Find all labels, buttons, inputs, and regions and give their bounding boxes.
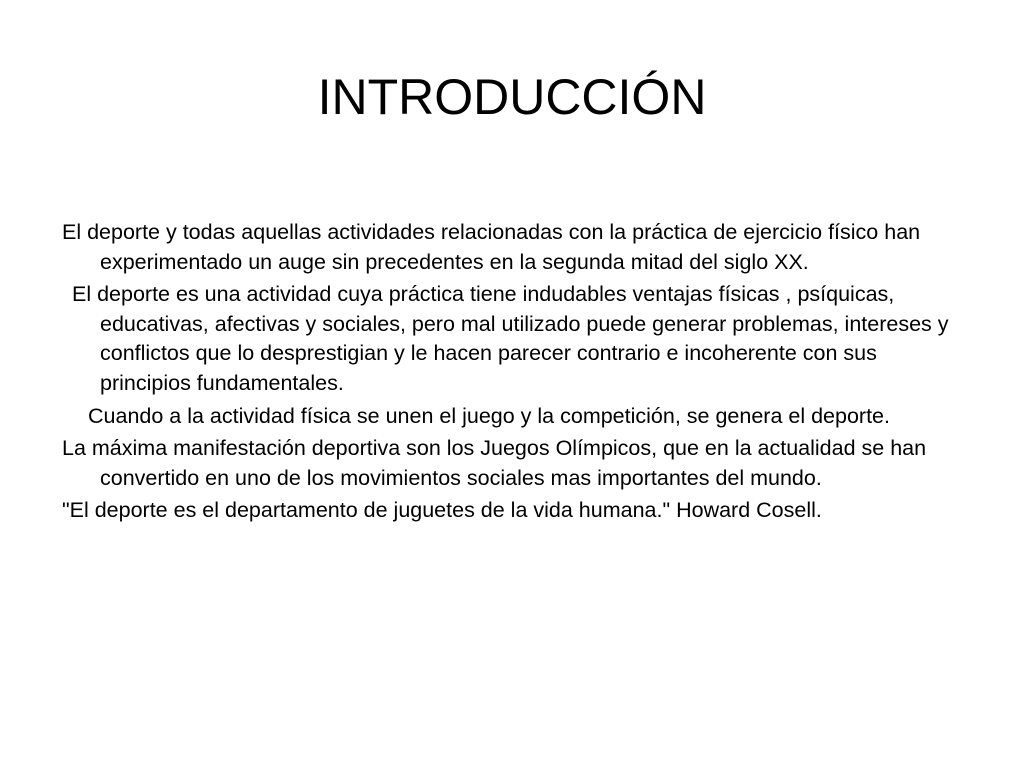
paragraph-juego-competicion: Cuando a la actividad física se unen el juego y la competición, se genera el deporte. [88,403,890,428]
slide-body [62,218,962,529]
paragraph-juegos-olimpicos: La máxima manifestación deportiva son los Juegos Olímpicos, que en la actualidad se han convertido en uno de los movimientos sociales mas importantes del mundo. [62,436,927,490]
paragraph-ventajas: El deporte es una actividad cuya práctica tiene indudables ventajas físicas , psíquicas, educativas, afectivas y sociales, pero mal utilizado puede generar problemas, intereses y conflictos que lo desprestigian y le hacen parecer contrario e incoherente con sus principios fundamentales. [72,282,949,395]
paragraph-quote: "El deporte es el departamento de juguetes de la vida humana." Howard Cosell. [62,498,822,523]
slide-title: INTRODUCCIÓN [317,69,707,125]
paragraph-deporte-auge: El deporte y todas aquellas actividades relacionadas con la práctica de ejercicio físico han experimentado un auge sin precedentes en la segunda mitad del siglo XX. [62,220,921,274]
